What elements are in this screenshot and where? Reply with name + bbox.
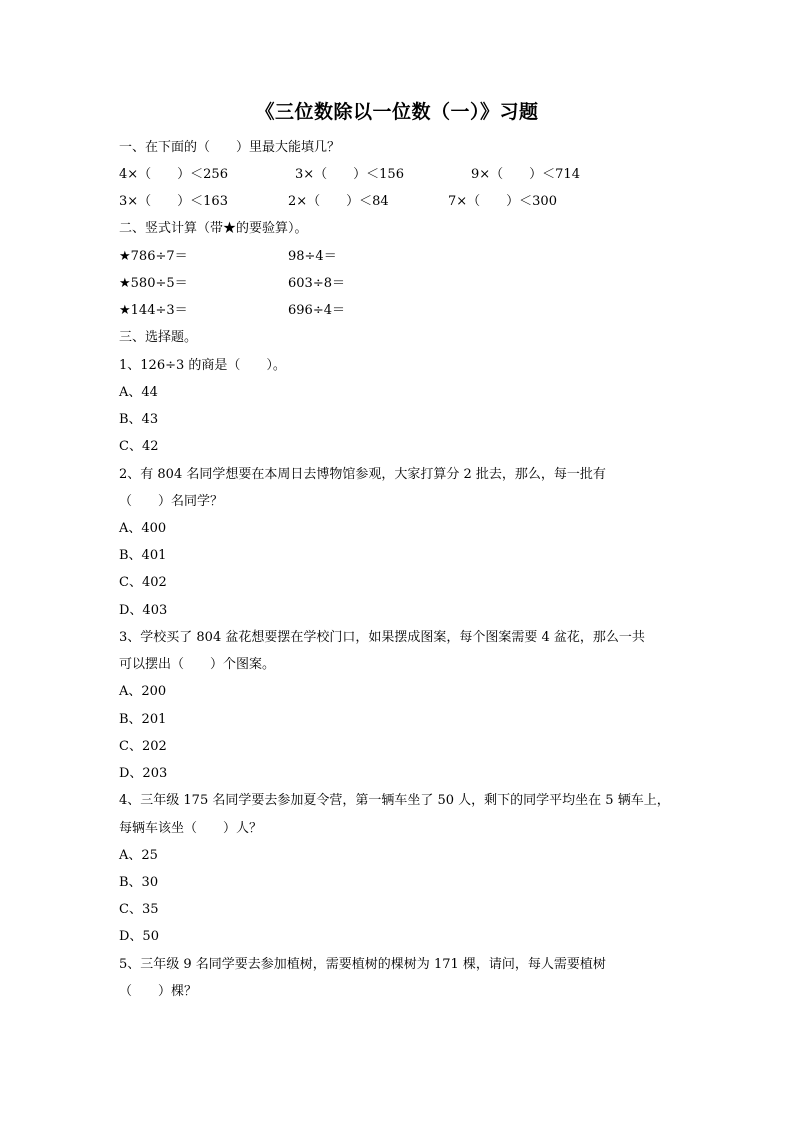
question-3-line1: 3、学校买了 804 盆花想要摆在学校门口，如果摆成图案，每个图案需要 4 盆花，那么一共 — [119, 630, 645, 645]
option: D、203 — [119, 766, 168, 781]
section2-heading: 二、竖式计算（带★的要验算）。 — [119, 221, 308, 236]
option: A、44 — [119, 385, 158, 400]
option: C、35 — [119, 902, 159, 917]
calc-item: ★144÷3＝ — [119, 303, 188, 318]
option: C、42 — [119, 439, 159, 454]
question-2-line2: （ ）名同学？ — [119, 494, 224, 509]
calc-item: ★580÷5＝ — [119, 276, 188, 291]
calc-item: 603÷8＝ — [288, 276, 345, 291]
question-5-line1: 5、三年级 9 名同学要去参加植树，需要植树的棵树为 171 棵，请问，每人需要植树 — [119, 957, 606, 972]
question-5-line2: （ ）棵？ — [119, 984, 198, 999]
page-title: 《三位数除以一位数（一）》习题 — [255, 101, 539, 123]
calc-item: 98÷4＝ — [288, 249, 337, 264]
option: C、402 — [119, 575, 167, 590]
option: A、400 — [119, 521, 167, 536]
option: D、50 — [119, 929, 159, 944]
fill-blank-item: 9×（ ）＜714 — [471, 167, 580, 182]
option: A、200 — [119, 684, 167, 699]
option: B、201 — [119, 712, 167, 727]
question-2-line1: 2、有 804 名同学想要在本周日去博物馆参观，大家打算分 2 批去，那么，每一批有 — [119, 467, 606, 482]
fill-blank-item: 3×（ ）＜163 — [119, 194, 228, 209]
option: B、43 — [119, 412, 159, 427]
section3-heading: 三、选择题。 — [119, 330, 198, 345]
option: C、202 — [119, 739, 167, 754]
fill-blank-item: 2×（ ）＜84 — [288, 194, 389, 209]
calc-item: 696÷4＝ — [288, 303, 345, 318]
fill-blank-item: 4×（ ）＜256 — [119, 167, 228, 182]
question-4-line2: 每辆车该坐（ ）人？ — [119, 821, 263, 836]
option: A、25 — [119, 848, 158, 863]
calc-item: ★786÷7＝ — [119, 249, 188, 264]
question-4-line1: 4、三年级 175 名同学要去参加夏令营，第一辆车坐了 50 人，剩下的同学平均坐在 5 辆车上， — [119, 793, 670, 808]
question-1: 1、126÷3 的商是（ ）。 — [119, 358, 286, 373]
fill-blank-item: 7×（ ）＜300 — [448, 194, 557, 209]
option: B、401 — [119, 548, 167, 563]
option: B、30 — [119, 875, 159, 890]
option: D、403 — [119, 603, 168, 618]
fill-blank-item: 3×（ ）＜156 — [295, 167, 404, 182]
question-3-line2: 可以摆出（ ）个图案。 — [119, 657, 276, 672]
section1-heading: 一、在下面的（ ）里最大能填几？ — [119, 140, 341, 155]
